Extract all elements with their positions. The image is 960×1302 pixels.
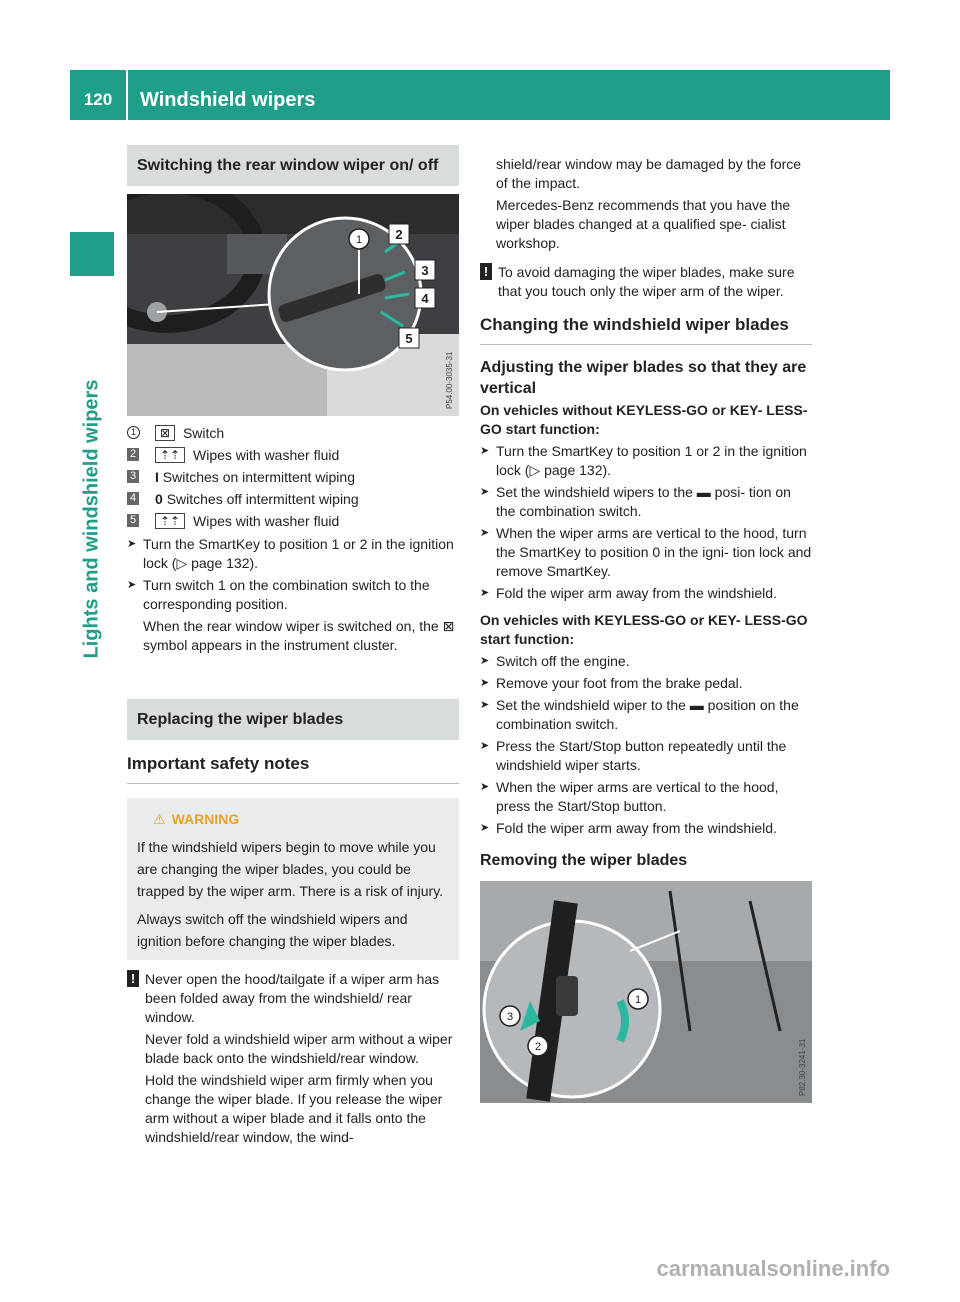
- legend-text: Wipes with washer fluid: [193, 513, 340, 529]
- legend-row: [127, 466, 459, 488]
- legend-key: 0: [155, 491, 163, 507]
- legend-row: [127, 488, 459, 510]
- legend-key: I: [155, 469, 159, 485]
- legend-text: Switch: [182, 425, 225, 441]
- figure-legend: [127, 422, 459, 532]
- combination-switch-figure: [127, 194, 459, 416]
- figure-code: P82.30-3241-31: [798, 1038, 807, 1096]
- section-title-replacing: Replacing the wiper blades: [127, 699, 459, 740]
- continued-text: Mercedes-Benz recommends that you have the wiper blades changed at a qualified spe- cialist workshop.: [496, 197, 791, 251]
- page-header: [70, 70, 890, 120]
- legend-row: [127, 444, 459, 466]
- instruction-note: When the rear window wiper is switched on, the ⊠ symbol appears in the instrument cluster.: [143, 618, 455, 653]
- instruction-step: ➤ Turn the SmartKey to position 1 or 2 in the ignition lock (▷ page 132).: [480, 442, 812, 480]
- caution-note: [480, 263, 812, 301]
- legend-number: 1: [127, 426, 140, 439]
- section-tab-label: Lights and windshield wipers: [80, 379, 103, 659]
- callout-2-label: 2: [534, 1041, 542, 1053]
- warning-box: [127, 798, 459, 960]
- caution-text: ! Never open the hood/tailgate if a wiper arm has been folded away from the windshield/ rear window.: [145, 971, 440, 1025]
- section-title-removing: Removing the wiper blades: [480, 852, 688, 869]
- legend-number: 3: [127, 470, 139, 483]
- callout-4-label: 4: [421, 291, 429, 306]
- instruction-step: ➤ Press the Start/Stop button repeatedly until the windshield wiper starts.: [480, 737, 812, 775]
- rear-wiper-symbol-icon: ⊠: [155, 425, 175, 441]
- legend-row: [127, 510, 459, 532]
- condition-with-keyless: On vehicles with KEYLESS-GO or KEY- LESS-GO start function:: [480, 612, 808, 647]
- figure-code: P54.00-3035-31: [445, 351, 454, 409]
- washer-symbol-icon: ⇡⇡: [155, 513, 185, 529]
- section-tab: [70, 232, 114, 992]
- caution-text: ! To avoid damaging the wiper blades, make sure that you touch only the wiper arm of the wiper.: [498, 264, 795, 299]
- instruction-step: ➤ Set the windshield wiper to the ▬ position on the combination switch.: [480, 696, 812, 734]
- callout-1-label: 1: [634, 994, 642, 1006]
- legend-text: Switches on intermittent wiping: [162, 469, 355, 485]
- callout-5-label: 5: [405, 331, 413, 346]
- legend-number: 2: [127, 448, 139, 461]
- instruction-step: ➤ Switch off the engine.: [480, 652, 812, 671]
- section-title-changing: Changing the windshield wiper blades: [480, 315, 812, 345]
- instruction-step: ➤ Fold the wiper arm away from the windshield.: [480, 584, 812, 603]
- warning-text: If the windshield wipers begin to move while you are changing the wiper blades, you could be trapped by the wiper arm. There is a risk of injury.: [137, 839, 444, 899]
- section-tab-block: [70, 232, 114, 276]
- callout-2-label: 2: [395, 227, 403, 242]
- section-title-rear-wiper: Switching the rear window wiper on/ off: [127, 145, 459, 186]
- caution-text: Never fold a windshield wiper arm without a wiper blade back onto the windshield/rear window.: [145, 1031, 453, 1066]
- subsection-title-adjusting: Adjusting the wiper blades so that they are vertical: [480, 359, 807, 397]
- legend-text: Wipes with washer fluid: [193, 447, 340, 463]
- combination-switch-illustration: [127, 194, 459, 416]
- legend-row: [127, 422, 459, 444]
- page-title: Windshield wipers: [140, 89, 316, 111]
- section-tab-label-wrap: [70, 284, 114, 754]
- instruction-step: ➤ Remove your foot from the brake pedal.: [480, 674, 812, 693]
- callout-3-label: 3: [506, 1011, 514, 1023]
- right-column: [480, 152, 812, 1103]
- page-number: 120: [70, 70, 128, 120]
- instruction-step: ➤ When the wiper arms are vertical to the hood, turn the SmartKey to position 0 in the igni- tion lock and remove SmartKey.: [480, 524, 812, 581]
- instruction-step: ➤ Turn the SmartKey to position 1 or 2 in the ignition lock (▷ page 132).: [127, 535, 459, 573]
- warning-title: ⚠ WARNING: [153, 808, 449, 830]
- watermark: carmanualsonline.info: [656, 1256, 890, 1281]
- caution-note: [127, 970, 459, 1147]
- subsection-title-safety: Important safety notes: [127, 754, 459, 784]
- instruction-step: ➤ When the wiper arms are vertical to the hood, press the Start/Stop button.: [480, 778, 812, 816]
- continued-text: shield/rear window may be damaged by the force of the impact.: [496, 156, 802, 191]
- washer-symbol-icon: ⇡⇡: [155, 447, 185, 463]
- warning-text: Always switch off the windshield wipers and ignition before changing the wiper blades.: [137, 911, 408, 949]
- condition-without-keyless: On vehicles without KEYLESS-GO or KEY- LESS-GO start function:: [480, 402, 808, 437]
- wiper-removal-illustration: [480, 881, 812, 1103]
- callout-1-label: 1: [355, 234, 363, 246]
- left-column: [127, 145, 459, 1150]
- legend-number: 5: [127, 514, 139, 527]
- legend-number: 4: [127, 492, 139, 505]
- caution-text: Hold the windshield wiper arm firmly when you change the wiper blade. If you release the wiper arm without a wiper blade and it falls onto the windshield/rear window, the wind-: [145, 1072, 443, 1145]
- callout-3-label: 3: [421, 263, 429, 278]
- wiper-blade-removal-figure: [480, 881, 812, 1103]
- instruction-step: ➤ Turn switch 1 on the combination switch to the corresponding position.: [127, 576, 459, 614]
- instruction-step: ➤ Fold the wiper arm away from the windshield.: [480, 819, 812, 838]
- instruction-step: ➤ Set the windshield wipers to the ▬ posi- tion on the combination switch.: [480, 483, 812, 521]
- legend-text: Switches off intermittent wiping: [166, 491, 359, 507]
